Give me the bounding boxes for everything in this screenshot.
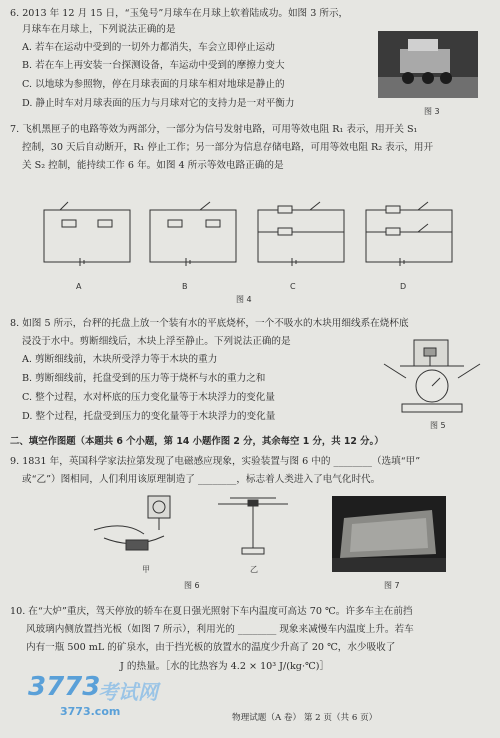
q9-line2: 或“乙”）图相同，人们利用该原理制造了 ________，标志着人类进入了电气化时代。 [22,474,381,485]
q7-line2: 控制，30 天后自动断开，R₁ 停止工作；另一部分为信息存储电路，可用等效电阻 R₂ 表示，用开 [22,142,434,153]
lunar-rover-photo [378,31,478,98]
q8-option-a: A. 剪断细线前，木块所受浮力等于木块的重力 [22,354,218,365]
circuit-label-c: C [290,282,296,291]
q10-line4: J 的热量。［水的比热容为 4.2 × 10³ J/(kg·℃)］ [120,661,330,672]
scale-beaker-fig5 [380,336,484,416]
q8-line1: 8. 如图 5 所示，台秤的托盘上放一个装有水的平底烧杯，一个不吸水的木块用细线系在烧杯底 [10,318,409,329]
fig3-caption: 图 3 [424,107,440,116]
q6-option-c: C. 以地球为参照物，停在月球表面的月球车相对地球是静止的 [22,79,285,90]
fig4-caption: 图 4 [236,295,252,304]
q6-stem-line2: 月球车在月球上，下列说法正确的是 [22,24,176,35]
fig6-label-jia: 甲 [142,565,150,574]
q7-line1: 7. 飞机黑匣子的电路等效为两部分，一部分为信号发射电路，可用等效电阻 R₁ 表示，用开关 S₁ [10,124,418,135]
q8-line2: 浸没于水中。剪断细线后，木块上浮至静止。下列说法正确的是 [22,336,291,347]
fig6-caption: 图 6 [184,581,200,590]
q8-option-d: D. 整个过程，托盘受到压力的变化量等于木块浮力的变化量 [22,411,276,422]
fig7-caption: 图 7 [384,581,400,590]
watermark-url: 3773.com [60,705,121,718]
q10-line2: 风玻璃内侧放置挡光板（如图 7 所示），利用光的 ________ 现象来减慢车内温度上升。若车 [26,624,414,635]
motor-apparatus-yi [210,494,296,560]
circuit-diagrams-fig4 [40,196,470,278]
q7-line3: 关 S₂ 控制，能持续工作 6 年。如图 4 所示等效电路正确的是 [22,160,284,171]
section2-heading: 二、填空作图题（本题共 6 个小题，第 14 小题作图 2 分，其余每空 1 分，共 12 分。） [10,436,384,447]
q9-line1: 9. 1831 年，英国科学家法拉第发现了电磁感应现象，实验装置与图 6 中的 ________（选填“甲” [10,456,421,467]
watermark-brand-number: 3773 [28,672,101,702]
q6-option-d: D. 静止时车对月球表面的压力与月球对它的支持力是一对平衡力 [22,98,295,109]
q8-option-b: B. 剪断细线前，托盘受到的压力等于烧杯与水的重力之和 [22,373,266,384]
page-footer: 物理试题（A 卷） 第 2 页（共 6 页） [232,713,378,723]
watermark-brand-name: 考试网 [98,680,158,704]
q10-line1: 10. 在“大炉”重庆，驾天停放的轿车在夏日强光照射下车内温度可高达 70 ℃。许多车主在前挡 [10,606,413,617]
fig6-label-yi: 乙 [250,565,258,574]
q6-option-b: B. 若在车上再安装一台探测设备，车运动中受到的摩擦力变大 [22,60,285,71]
car-sunshade-photo [332,496,446,572]
q8-option-c: C. 整个过程，水对杯底的压力变化量等于木块浮力的变化量 [22,392,275,403]
q6-option-a: A. 若车在运动中受到的一切外力都消失，车会立即停止运动 [22,42,275,53]
q10-line3: 内有一瓶 500 mL 的矿泉水，由于挡光板的放置水的温度少升高了 20 ℃，水少吸收了 [26,642,396,653]
circuit-label-a: A [76,282,82,291]
q6-stem-line1: 6. 2013 年 12 月 15 日，“玉兔号”月球车在月球上软着陆成功。如图 3 所示， [10,8,349,19]
fig5-caption: 图 5 [430,421,446,430]
faraday-apparatus-jia [84,490,204,560]
circuit-label-b: B [182,282,188,291]
circuit-label-d: D [400,282,407,291]
